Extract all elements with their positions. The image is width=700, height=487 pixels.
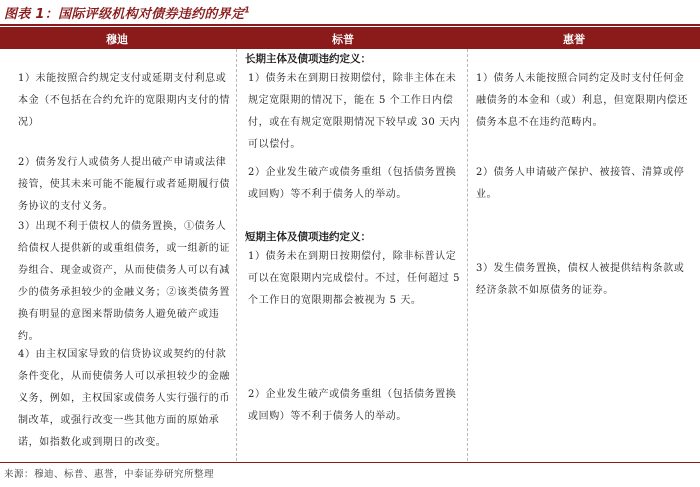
top-rule: [0, 24, 700, 26]
bottom-rule: [0, 462, 700, 463]
column-header-fitch: 惠誉: [563, 33, 585, 46]
figure-title: 图表 1：国际评级机构对债券违约的界定$^1$: [4, 5, 251, 22]
sp-short-term-item-2: 2）企业发生破产或债务重组（包括债务置换或回购）等不利于债务人的举动。: [248, 389, 457, 422]
sp-short-term-item-1: 1）债务未在到期日按期偿付，除非标普认定可以在宽限期内完成偿付。不过，任何超过 5 个工作日的宽限期都会被视为 5 天。: [248, 251, 461, 306]
sp-long-term-item-2: 2）企业发生破产或债务重组（包括债务置换或回购）等不利于债务人的举动。: [248, 167, 457, 200]
moodys-item-3: 3）出现不利于债权人的债务置换，①债务人给债权人提供新的或重组债务，或一组新的证券组合、现金或资产，从而使债务人可以有减少的债务承担较少的金融义务；②该类债务置换有明显的意图来帮助债务人避免破产或违约。: [18, 221, 230, 342]
column-divider: [467, 49, 468, 461]
sp-short-term-heading: 短期主体及债项违约定义：: [245, 231, 371, 243]
source-note: 来源：穆迪、标普、惠誉，中泰证券研究所整理: [4, 469, 215, 480]
fitch-item-2: 2）债务人申请破产保护、被接管、清算或停业。: [476, 167, 685, 200]
column-header-moodys: 穆迪: [106, 33, 128, 46]
sp-long-term-item-1: 1）债务未在到期日按期偿付，除非主体在未规定宽限期的情况下，能在 5 个工作日内偿付，或在有规定宽限期情况下较早或 30 天内可以偿付。: [248, 73, 461, 150]
moodys-item-2: 2）债务发行人或债务人提出破产申请或法律接管，使其未来可能不能履行或者延期履行债务协议的支付义务。: [18, 157, 230, 212]
sp-long-term-heading: 长期主体及债项违约定义：: [245, 53, 371, 65]
moodys-item-1: 1）未能按照合约规定支付或延期支付利息或本金（不包括在合约允许的宽限期内支付的情况）: [18, 73, 230, 128]
table-header: [0, 27, 700, 49]
moodys-item-4: 4）由主权国家导致的信贷协议或契约的付款条件变化，从而使债务人可以承担较少的金融义务，例如，主权国家或债务人实行强行的币制改革，或强行改变一些其他方面的原始承诺，如指数化或到期日的改变。: [18, 349, 230, 448]
column-divider: [236, 49, 237, 461]
footnote-marker: 1: [244, 5, 251, 15]
fitch-item-3: 3）发生债务置换，债权人被提供结构条款或经济条款不如原债务的证券。: [476, 263, 685, 296]
fitch-item-1: 1）债务人未能按照合同约定及时支付任何金融债务的本金和（或）利息，但宽限期内偿还债务本息不在违约范畴内。: [476, 73, 688, 128]
column-header-sp: 标普: [332, 33, 354, 46]
